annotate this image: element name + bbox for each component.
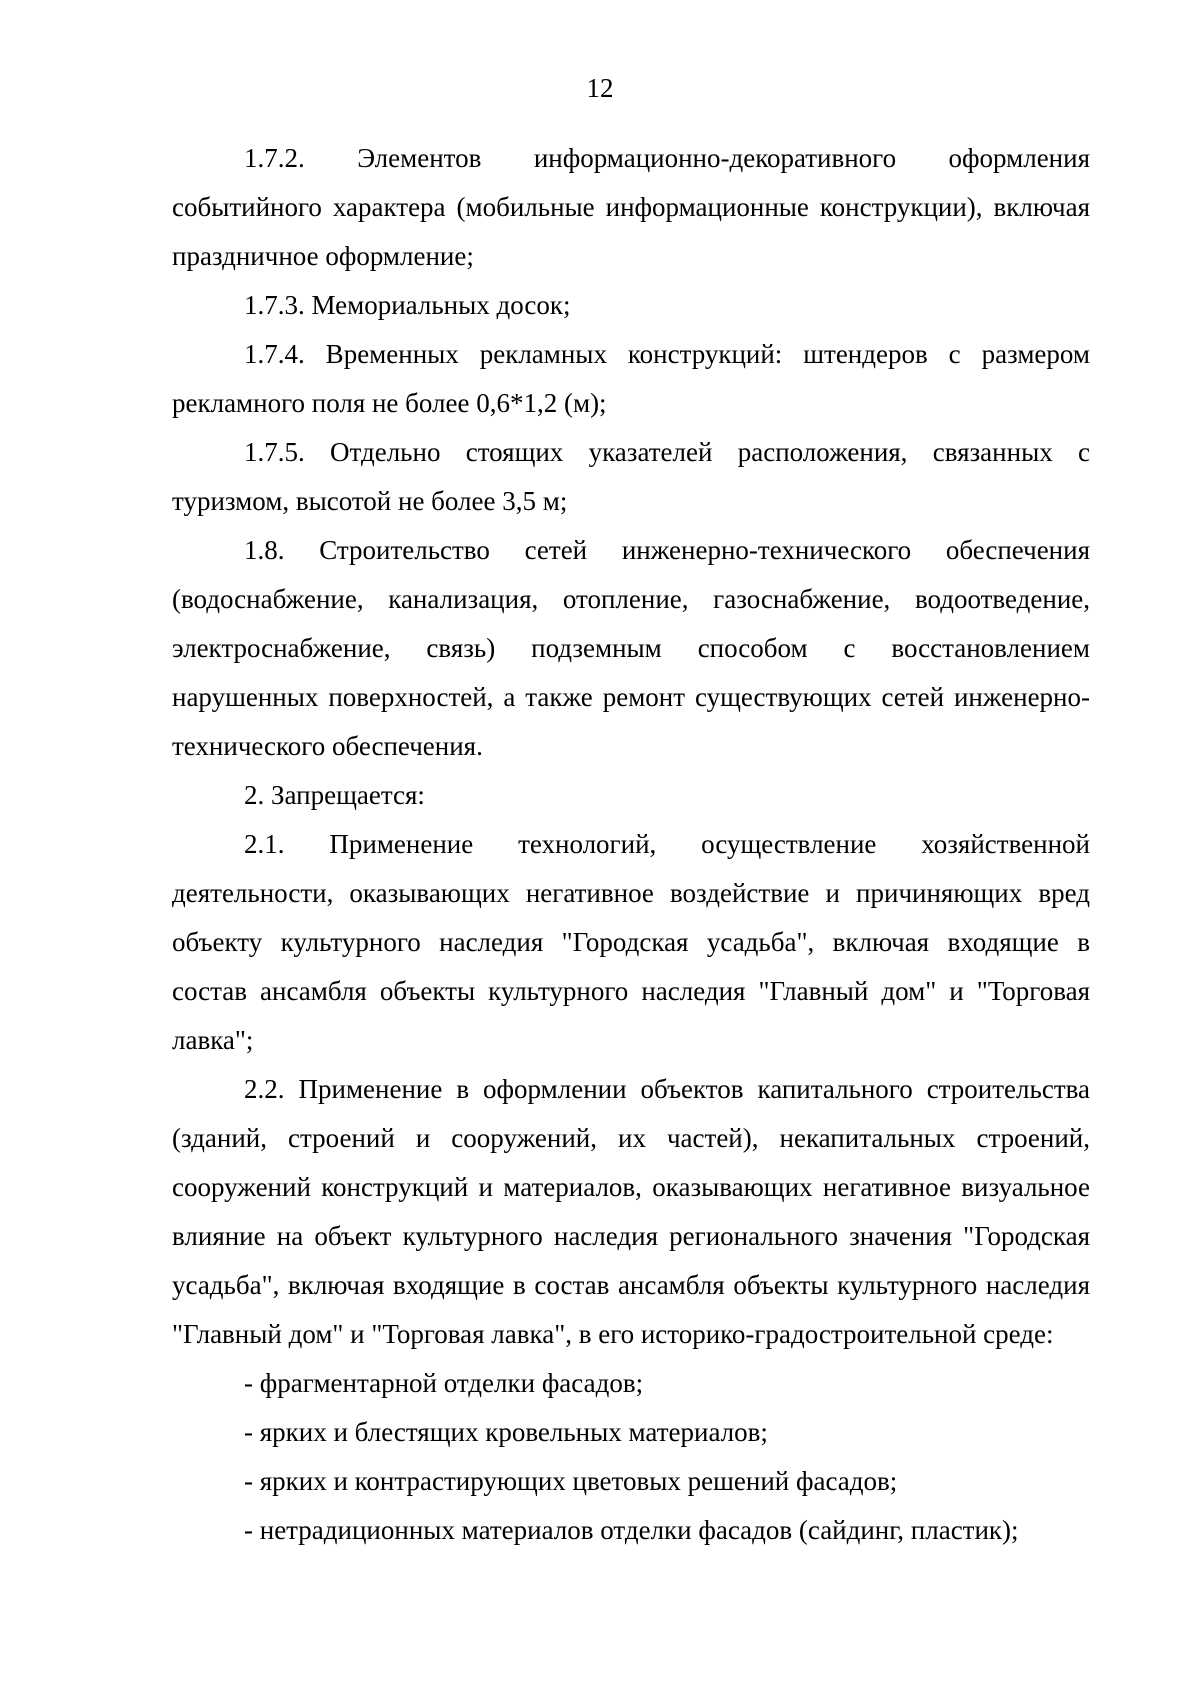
paragraph-1-7-3: 1.7.3. Мемориальных досок;: [244, 290, 571, 320]
paragraph-1-7-2: 1.7.2. Элементов информационно-декоративного оформления событийного характера (мобильные информационные конструкции), включая праздничное оформление;: [172, 143, 1090, 271]
list-item-roofing-materials: - ярких и блестящих кровельных материалов;: [244, 1417, 768, 1447]
paragraph-2-1: 2.1. Применение технологий, осуществление хозяйственной деятельности, оказывающих негативное воздействие и причиняющих вред объекту культурного наследия "Городская усадьба", включая входящие в состав ансамбля объекты культурного наследия "Главный дом" и "Торговая лавка";: [172, 829, 1090, 1055]
paragraph-2-heading: 2. Запрещается:: [244, 780, 425, 810]
paragraph-2-2: 2.2. Применение в оформлении объектов капитального строительства (зданий, строений и сооружений, их частей), некапитальных строений, сооружений конструкций и материалов, оказывающих негативное визуальное влияние на объект культурного наследия регионального значения "Городская усадьба", включая входящие в состав ансамбля объекты культурного наследия "Главный дом" и "Торговая лавка", в его историко-градостроительной среде:: [172, 1074, 1090, 1349]
paragraph-1-8: 1.8. Строительство сетей инженерно-технического обеспечения (водоснабжение, канализация, отопление, газоснабжение, водоотведение, электроснабжение, связь) подземным способом с восстановлением нарушенных поверхностей, а также ремонт существующих сетей инженерно-технического обеспечения.: [172, 535, 1090, 761]
paragraph-1-7-5: 1.7.5. Отдельно стоящих указателей расположения, связанных с туризмом, высотой не более 3,5 м;: [172, 437, 1090, 516]
paragraph-1-7-4: 1.7.4. Временных рекламных конструкций: штендеров с размером рекламного поля не более 0,6*1,2 (м);: [172, 339, 1090, 418]
page-number: 12: [586, 73, 614, 103]
list-item-color-solutions: - ярких и контрастирующих цветовых решений фасадов;: [244, 1466, 898, 1496]
document-body: [172, 134, 1090, 1555]
list-item-nontraditional-materials: - нетрадиционных материалов отделки фасадов (сайдинг, пластик);: [244, 1515, 1019, 1545]
list-item-facade-finishing: - фрагментарной отделки фасадов;: [244, 1368, 644, 1398]
